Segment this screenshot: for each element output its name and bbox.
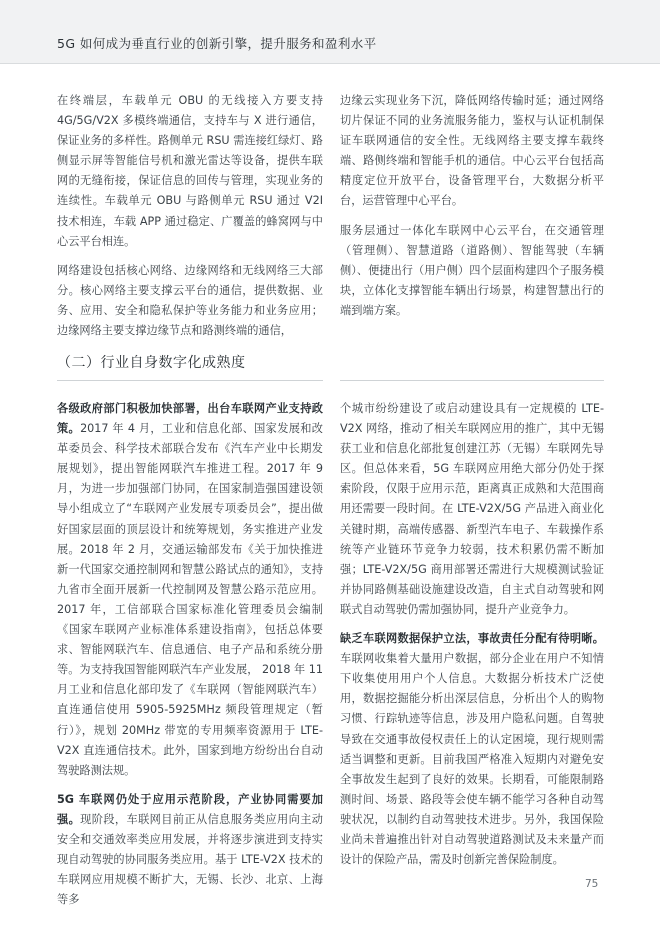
demo-lead-sentence: 5G 车联网仍处于应用示范阶段，产业协同需要加强。 xyxy=(57,792,323,826)
top-right-column xyxy=(340,91,604,330)
paragraph-demo-stage xyxy=(57,790,323,911)
section-rule-right xyxy=(340,380,604,381)
section-heading: （二）行业自身数字化成熟度 xyxy=(57,355,246,371)
top-left-column xyxy=(57,91,323,350)
page-number: 75 xyxy=(585,878,599,890)
paragraph-edge-cloud: 边缘云实现业务下沉，降低网络传输时延；通过网络切片保证不同的业务流服务能力，鉴权与认证机制保证车联网通信的安全性。无线网络主要支撑车载终端、路侧终端和智能手机的通信。中心云平台包括高精度定位开放平台，设备管理平台，大数据分析平台，运营管理中心平台。 xyxy=(340,94,604,208)
paragraph-policy-support xyxy=(57,399,323,781)
city-deployment-body: 个城市纷纷建设了或启动建设具有一定规模的 LTE-V2X 网络，推动了相关车联网应用的推广，其中无锡获工业和信息化部批复创建江苏（无锡）车联网先导区。但总体来看，5G 车联网应用绝大部分仍处于探索阶段，仅限于应用示范，距离真正成熟和大范围商用还需要一段时间。在 LTE-V2X/5G 产品进入商业化关键时期，高端传感器、新型汽车电子、车载操作系统等产业链环节竞争力较弱，技术积累仍需不断加强；LTE-V2X/5G 商用部署还需进行大规模测试验证并协同路侧基础设施建设改造，自主式自动驾驶和网联式自动驾驶仍需加强协同，提升产业竞争力。 xyxy=(340,402,604,616)
paragraph-city-deployment xyxy=(340,399,604,620)
paragraph-service-layer: 服务层通过一体化车联网中心云平台，在交通管理（管理侧）、智慧道路（道路侧）、智能驾驶（车辆侧）、便捷出行（用户侧）四个层面构建四个子服务模块，立体化支撑智能车辆出行场景，构建智慧出行的端到端方案。 xyxy=(340,223,604,317)
paragraph-network-construction: 网络建设包括核心网络、边缘网络和无线网络三大部分。核心网络主要支撑云平台的通信，提供数据、业务、应用、安全和隐私保护等业务能力和业务应用；边缘网络主要支撑边缘节点和路测终端的通信， xyxy=(57,263,323,338)
paragraph-terminal-layer: 在终端层，车载单元 OBU 的无线接入方要支持 4G/5G/V2X 多模终端通信，支持车与 X 进行通信，保证业务的多样性。路侧单元 RSU 需连接红绿灯、路侧显示屏等智能信号机和激光雷达等设备，提供车联网的无缝衔接，保证信息的回传与管理，实现业务的连续性。车载单元 OBU 与路侧单元 RSU 通过 V2I 技术相连，车载 APP 通过稳定、广覆盖的蜂窝网与中心云平台相连。 xyxy=(57,94,323,248)
policy-lead-sentence: 各级政府部门积极加快部署，出台车联网产业支持政策。 xyxy=(57,402,323,436)
header-divider xyxy=(0,63,660,64)
section-rule-left xyxy=(57,380,323,381)
header-bar xyxy=(0,0,660,64)
paragraph-data-protection xyxy=(340,629,604,870)
bottom-left-column xyxy=(57,399,323,919)
data-protection-body: 车联网收集着大量用户数据，部分企业在用户不知情下收集使用用户个人信息。大数据分析技术广泛使用，数据挖掘能分析出深层信息，分析出个人的购物习惯、行踪轨迹等信息，涉及用户隐私问题。自驾驶导致在交通事故侵权责任上的认定困境，现行规则需适当调整和更新。目前我国严格准入短期内对避免安全事故发生起到了良好的效果。长期看，可能限制路测时间、场景、路段等会使车辆不能学习各种自动驾驶状况，以制约自动驾驶技术进步。另外，我国保险业尚未普遍推出针对自动驾驶道路测试及未来量产而设计的保险产品，需及时创新完善保险制度。 xyxy=(340,652,604,867)
data-protection-lead-sentence: 缺乏车联网数据保护立法，事故责任分配有待明晰。 xyxy=(340,632,604,646)
page-header-title: 5G 如何成为垂直行业的创新引擎，提升服务和盈利水平 xyxy=(57,36,377,51)
bottom-right-column xyxy=(340,399,604,879)
policy-body: 2017 年 4 月，工业和信息化部、国家发展和改革委员会、科学技术部联合发布《汽车产业中长期发展规划》，提出智能网联汽车推进工程。2017 年 9 月，为进一步加强部门协同，在国家制造强国建设领导小组成立了“车联网产业发展专项委员会”，提出做好国家层面的顶层设计和统筹规划，务实推进产业发展。2018 年 2 月，交通运输部发布《关于加快推进新一代国家交通控制网和智慧公路试点的通知》，支持九省市全面开展新一代控制网及智慧公路示范应用。2017 年，工信部联合国家标准化管理委员会编制《国家车联网产业标准体系建设指南》，包括总体要求、智能网联汽车、信息通信、电子产品和系统分册等。为支持我国智能网联汽车产业发展， 2018 年 11 月工业和信息化部印发了《车联网（智能网联汽车）直连通信使用 5905-5925MHz 频段管理规定（暂行）》，规划 20MHz 带宽的专用频率资源用于 LTE-V2X 直连通信技术。此外，国家到地方纷纷出台自动驾驶路测法规。 xyxy=(57,422,323,777)
demo-body: 现阶段，车联网目前正从信息服务类应用向主动安全和交通效率类应用发展，并将逐步演进到支持实现自动驾驶的协同服务类应用。基于 LTE-V2X 技术的车联网应用规模不断扩大，无锡、长沙、北京、上海等多 xyxy=(57,812,323,907)
